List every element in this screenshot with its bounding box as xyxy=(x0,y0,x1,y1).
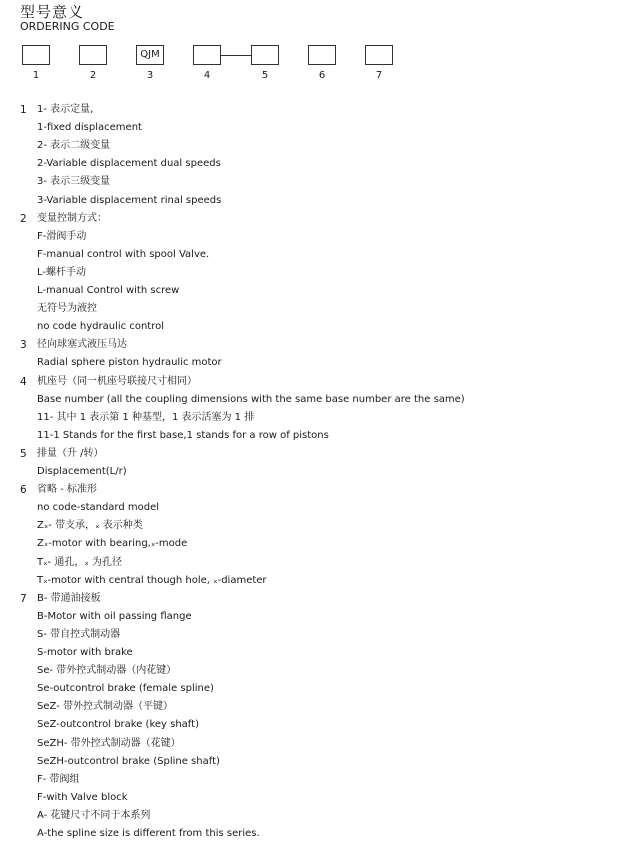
code-connector-line xyxy=(221,55,251,56)
section-line: 机座号（同一机座号联接尺寸相同） xyxy=(37,375,197,387)
section-line: 2- 表示二级变量 xyxy=(37,140,111,152)
section-line: SeZ- 带外控式制动器（平键） xyxy=(37,701,173,713)
section-line: Base number (all the coupling dimensions with the same base number are the same) xyxy=(37,393,465,405)
code-box-number: 4 xyxy=(203,70,211,81)
section-line: 11-1 Stands for the first base,1 stands for a row of pistons xyxy=(37,429,329,441)
code-box-number: 5 xyxy=(261,70,269,81)
section-line: Radial sphere piston hydraulic motor xyxy=(37,357,222,369)
section-number: 7 xyxy=(20,592,27,605)
section-number: 1 xyxy=(20,104,27,116)
section-line: 11- 其中 1 表示第 1 种基型，1 表示活塞为 1 排 xyxy=(37,411,255,423)
section-line: Displacement(L/r) xyxy=(37,466,127,477)
section-number: 2 xyxy=(20,212,27,225)
section-line: SeZH- 带外控式制动器（花键） xyxy=(37,737,181,749)
section-line: F-manual control with spool Valve. xyxy=(37,248,210,260)
section-line: A- 花键尺寸不同于本系列 xyxy=(37,809,151,821)
section-line: S- 带自控式制动器 xyxy=(37,628,121,640)
section-line: F-滑阀手动 xyxy=(37,230,87,242)
section-line: 省略 - 标准形 xyxy=(37,484,97,496)
section-line: 1- 表示定量, xyxy=(37,104,94,115)
section-line: S-motor with brake xyxy=(37,647,133,658)
section-line: Zₓ- 带支承，ₓ 表示种类 xyxy=(37,520,143,532)
page-title-cn: 型号意义 xyxy=(20,3,85,21)
section-number: 4 xyxy=(20,375,27,388)
section-line: 变量控制方式： xyxy=(37,212,107,224)
section-line: A-the spline size is different from this series. xyxy=(37,828,260,839)
section-line: L-manual Control with screw xyxy=(37,285,180,296)
section-line: L-螺杆手动 xyxy=(37,266,87,278)
section-line: 1-fixed displacement xyxy=(37,122,142,134)
code-box-6 xyxy=(308,45,336,65)
code-box-1 xyxy=(22,45,50,65)
code-box-3: QJM xyxy=(136,45,164,65)
section-line: F- 带阀组 xyxy=(37,773,80,785)
page-title-en: ORDERING CODE xyxy=(20,20,115,33)
section-number: 5 xyxy=(20,447,27,460)
code-box-number: 7 xyxy=(375,70,383,81)
section-line: Se- 带外控式制动器（内花键） xyxy=(37,665,177,677)
section-line: Tₓ- 通孔，ₓ 为孔径 xyxy=(37,556,122,568)
code-box-number: 2 xyxy=(89,70,97,81)
section-number: 3 xyxy=(20,339,27,352)
section-line: Se-outcontrol brake (female spline) xyxy=(37,683,214,695)
section-line: Tₓ-motor with central though hole, ₓ-diameter xyxy=(37,574,267,586)
section-line: 2-Variable displacement dual speeds xyxy=(37,158,221,170)
code-box-number: 1 xyxy=(32,70,40,81)
code-box-number: 6 xyxy=(318,70,326,81)
section-line: 无符号为液控 xyxy=(37,303,97,315)
section-line: SeZH-outcontrol brake (Spline shaft) xyxy=(37,755,220,767)
section-line: B-Motor with oil passing flange xyxy=(37,610,192,622)
section-line: 径向球塞式液压马达 xyxy=(37,339,127,351)
section-line: no code-standard model xyxy=(37,502,160,514)
code-box-number: 3 xyxy=(146,70,154,81)
code-box-4 xyxy=(193,45,221,65)
section-line: 3-Variable displacement rinal speeds xyxy=(37,194,222,206)
section-line: B- 带通油接板 xyxy=(37,592,101,604)
section-line: 3- 表示三级变量 xyxy=(37,176,111,188)
code-box-7 xyxy=(365,45,393,65)
section-line: 排量（升 /转） xyxy=(37,447,104,459)
code-box-2 xyxy=(79,45,107,65)
section-line: F-with Valve block xyxy=(37,791,128,803)
code-box-5 xyxy=(251,45,279,65)
section-number: 6 xyxy=(20,484,27,497)
section-line: SeZ-outcontrol brake (key shaft) xyxy=(37,719,199,731)
section-line: no code hydraulic control xyxy=(37,321,165,333)
section-line: Zₓ-motor with bearing,ₓ-mode xyxy=(37,538,188,550)
